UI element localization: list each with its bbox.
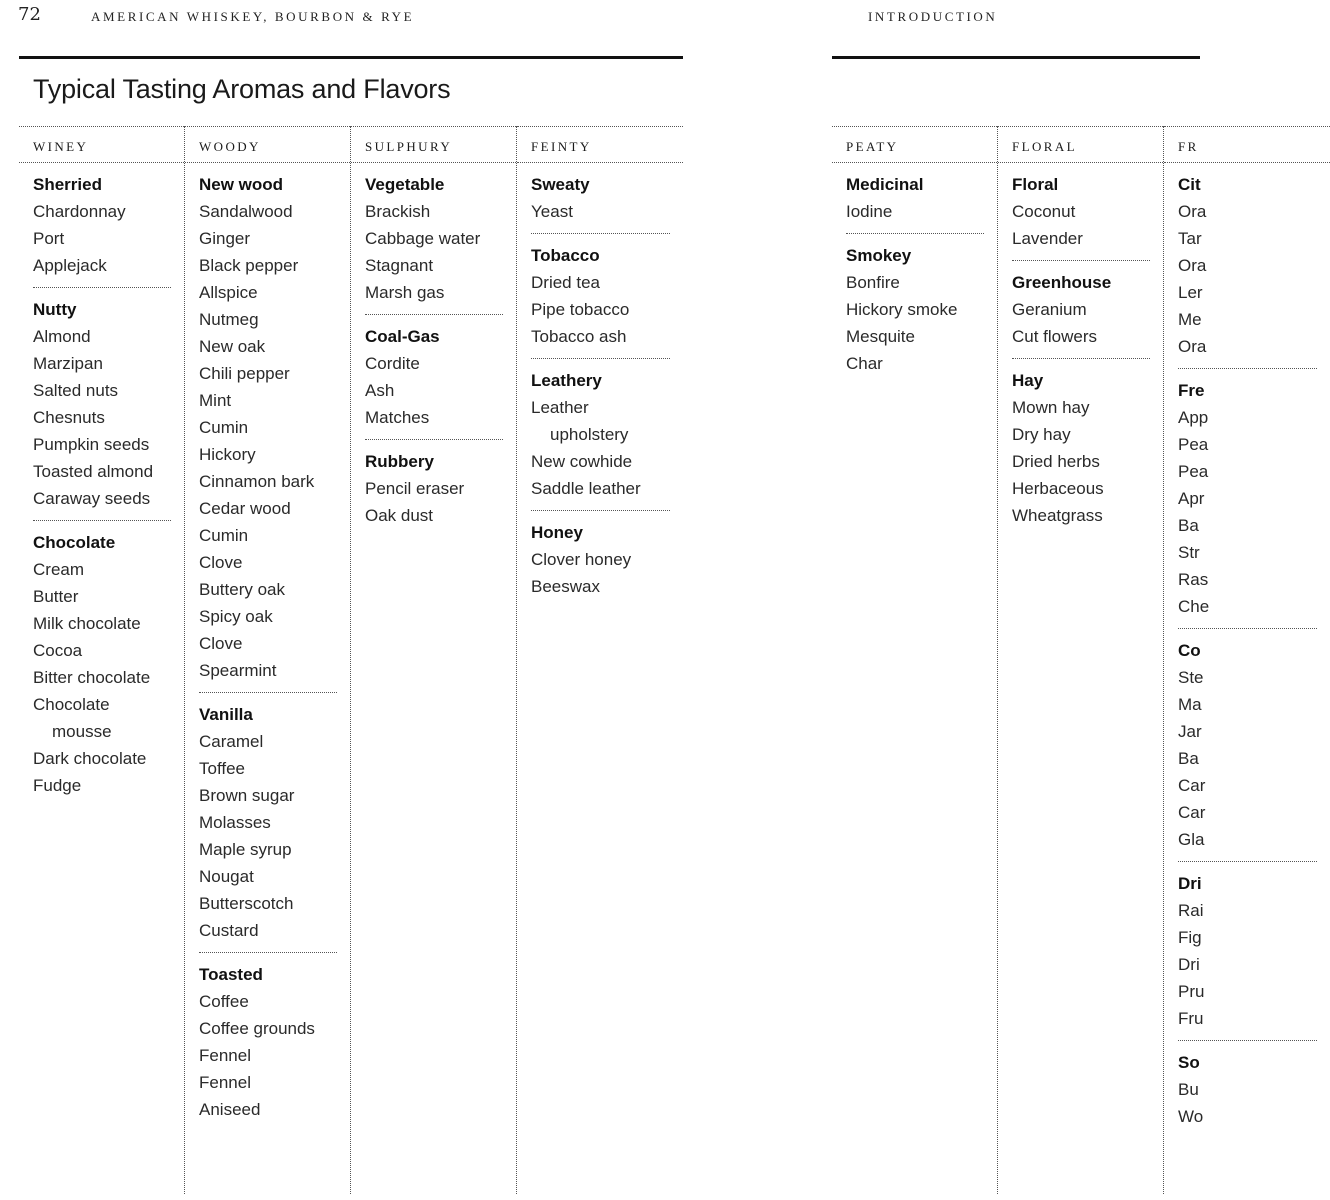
- flavor-item: Ba: [1178, 516, 1199, 535]
- flavor-item: Toasted almond: [33, 462, 154, 481]
- flavor-item: Chardonnay: [33, 202, 126, 221]
- flavor-item: Beeswax: [531, 577, 600, 596]
- flavor-item: Pea: [1178, 462, 1209, 481]
- flavor-group: [365, 323, 503, 440]
- flavor-item: Port: [33, 229, 65, 248]
- column-body: [351, 163, 516, 537]
- group-title: Nutty: [33, 300, 77, 319]
- group-title: Sherried: [33, 175, 102, 194]
- flavor-item: Char: [846, 354, 883, 373]
- flavor-column: [517, 126, 683, 1194]
- flavor-item: Brackish: [365, 202, 431, 221]
- flavor-item: Dried tea: [531, 273, 600, 292]
- flavor-item: Chili pepper: [199, 364, 290, 383]
- header-rule: [19, 56, 683, 59]
- flavor-item: Almond: [33, 327, 91, 346]
- flavor-item: Aniseed: [199, 1100, 261, 1119]
- flavor-item: Yeast: [531, 202, 573, 221]
- flavor-item: Dried herbs: [1012, 452, 1100, 471]
- flavor-item: Lavender: [1012, 229, 1083, 248]
- flavor-column: [832, 126, 998, 1194]
- running-head: INTRODUCTION: [868, 9, 998, 24]
- flavor-table-left: [19, 126, 683, 1194]
- flavor-item: Ma: [1178, 695, 1202, 714]
- flavor-column: [19, 126, 185, 1194]
- flavor-group: [531, 171, 670, 234]
- flavor-item: Ash: [365, 381, 395, 400]
- flavor-item: Molasses: [199, 813, 271, 832]
- flavor-item: Pumpkin seeds: [33, 435, 150, 454]
- flavor-item: Wheatgrass: [1012, 506, 1103, 525]
- running-head: AMERICAN WHISKEY, BOURBON & RYE: [91, 9, 415, 24]
- flavor-item: Butter: [33, 587, 79, 606]
- column-body: [998, 163, 1163, 537]
- group-title: Vegetable: [365, 175, 445, 194]
- group-title: Floral: [1012, 175, 1059, 194]
- flavor-item: Dark chocolate: [33, 749, 147, 768]
- flavor-item: Ora: [1178, 337, 1207, 356]
- column-header: PEATY: [832, 126, 997, 163]
- flavor-group: [1012, 171, 1150, 261]
- section-title: Typical Tasting Aromas and Flavors: [33, 74, 451, 104]
- flavor-group: [1178, 377, 1317, 629]
- flavor-item: Matches: [365, 408, 430, 427]
- flavor-item: Pipe tobacco: [531, 300, 630, 319]
- flavor-item: Applejack: [33, 256, 107, 275]
- flavor-item: Cabbage water: [365, 229, 481, 248]
- flavor-group: [1012, 367, 1150, 537]
- page-number: 72: [18, 4, 41, 25]
- group-title: Chocolate: [33, 533, 116, 552]
- flavor-item: Pru: [1178, 982, 1205, 1001]
- flavor-group: [199, 701, 337, 953]
- flavor-group: [199, 961, 337, 1131]
- group-title: Hay: [1012, 371, 1044, 390]
- flavor-column: [351, 126, 517, 1194]
- flavor-item: Black pepper: [199, 256, 299, 275]
- flavor-item: Cut flowers: [1012, 327, 1098, 346]
- flavor-item: Cocoa: [33, 641, 83, 660]
- flavor-item: Dry hay: [1012, 425, 1071, 444]
- flavor-item: Bu: [1178, 1080, 1199, 1099]
- flavor-item: Pea: [1178, 435, 1209, 454]
- group-title: Vanilla: [199, 705, 253, 724]
- flavor-item: Fudge: [33, 776, 82, 795]
- flavor-item: Ora: [1178, 256, 1207, 275]
- group-title: Fre: [1178, 381, 1205, 400]
- flavor-item: Ste: [1178, 668, 1204, 687]
- flavor-item: Oak dust: [365, 506, 434, 525]
- flavor-item: Bitter chocolate: [33, 668, 151, 687]
- flavor-item: Ba: [1178, 749, 1199, 768]
- flavor-item: Pencil eraser: [365, 479, 465, 498]
- column-header: FLORAL: [998, 126, 1163, 163]
- flavor-item: Tobacco ash: [531, 327, 627, 346]
- flavor-item: Wo: [1178, 1107, 1204, 1126]
- flavor-item: Ginger: [199, 229, 251, 248]
- flavor-group: [1178, 870, 1317, 1041]
- flavor-item: Maple syrup: [199, 840, 292, 859]
- flavor-item: Dri: [1178, 955, 1200, 974]
- flavor-item: Ras: [1178, 570, 1209, 589]
- flavor-column: [1164, 126, 1330, 1194]
- flavor-item: Fig: [1178, 928, 1202, 947]
- flavor-group: [33, 529, 171, 807]
- group-title: Rubbery: [365, 452, 434, 471]
- flavor-item: Gla: [1178, 830, 1205, 849]
- flavor-group: [365, 171, 503, 315]
- flavor-item: Milk chocolate: [33, 614, 141, 633]
- flavor-item: Cinnamon bark: [199, 472, 315, 491]
- flavor-item: Mint: [199, 391, 232, 410]
- flavor-item: Coconut: [1012, 202, 1076, 221]
- group-title: Honey: [531, 523, 583, 542]
- group-title: New wood: [199, 175, 284, 194]
- flavor-item: Cumin: [199, 526, 249, 545]
- group-title: Sweaty: [531, 175, 590, 194]
- flavor-item: Herbaceous: [1012, 479, 1104, 498]
- column-header: WINEY: [19, 126, 184, 163]
- flavor-item: Sandalwood: [199, 202, 293, 221]
- flavor-item: Cordite: [365, 354, 420, 373]
- header-rule: [832, 56, 1200, 59]
- flavor-item: Iodine: [846, 202, 893, 221]
- column-body: [1164, 163, 1330, 1138]
- column-body: [185, 163, 350, 1131]
- column-header: SULPHURY: [351, 126, 516, 163]
- flavor-item: New oak: [199, 337, 266, 356]
- flavor-item: Clove: [199, 553, 243, 572]
- group-title: So: [1178, 1053, 1200, 1072]
- flavor-item: Ora: [1178, 202, 1207, 221]
- column-body: [19, 163, 184, 807]
- flavor-group: [1178, 171, 1317, 369]
- flavor-item: Mown hay: [1012, 398, 1090, 417]
- flavor-item: Car: [1178, 803, 1206, 822]
- group-title: Medicinal: [846, 175, 924, 194]
- flavor-item: Me: [1178, 310, 1202, 329]
- flavor-item: Bonfire: [846, 273, 900, 292]
- flavor-item: Chesnuts: [33, 408, 105, 427]
- group-title: Coal-Gas: [365, 327, 440, 346]
- flavor-group: [199, 171, 337, 693]
- flavor-item: Geranium: [1012, 300, 1087, 319]
- flavor-item: Brown sugar: [199, 786, 295, 805]
- group-title: Leathery: [531, 371, 602, 390]
- flavor-item: Stagnant: [365, 256, 434, 275]
- flavor-item: Car: [1178, 776, 1206, 795]
- group-title: Greenhouse: [1012, 273, 1112, 292]
- flavor-item: Saddle leather: [531, 479, 641, 498]
- flavor-item: Mesquite: [846, 327, 915, 346]
- flavor-item: Cedar wood: [199, 499, 291, 518]
- flavor-item: mousse: [52, 722, 112, 741]
- column-body: [832, 163, 997, 385]
- column-header: WOODY: [185, 126, 350, 163]
- flavor-item: Salted nuts: [33, 381, 119, 400]
- flavor-item: Chocolate: [33, 695, 110, 714]
- flavor-group: [33, 296, 171, 521]
- flavor-column: [998, 126, 1164, 1194]
- flavor-item: Spicy oak: [199, 607, 273, 626]
- flavor-item: Cumin: [199, 418, 249, 437]
- flavor-item: Che: [1178, 597, 1210, 616]
- column-header: FEINTY: [517, 126, 683, 163]
- flavor-item: Toffee: [199, 759, 246, 778]
- flavor-group: [846, 171, 984, 234]
- flavor-group: [365, 448, 503, 537]
- flavor-group: [1178, 1049, 1317, 1138]
- flavor-item: Allspice: [199, 283, 258, 302]
- group-title: Cit: [1178, 175, 1201, 194]
- flavor-item: Marzipan: [33, 354, 103, 373]
- flavor-item: Hickory smoke: [846, 300, 958, 319]
- flavor-item: Tar: [1178, 229, 1202, 248]
- group-title: Dri: [1178, 874, 1202, 893]
- group-title: Smokey: [846, 246, 912, 265]
- flavor-group: [1012, 269, 1150, 359]
- flavor-item: Custard: [199, 921, 259, 940]
- flavor-item: Caramel: [199, 732, 264, 751]
- flavor-item: Nutmeg: [199, 310, 259, 329]
- flavor-item: Clover honey: [531, 550, 632, 569]
- flavor-group: [1178, 637, 1317, 862]
- flavor-item: New cowhide: [531, 452, 633, 471]
- flavor-table-right: [832, 126, 1232, 1194]
- flavor-item: Rai: [1178, 901, 1204, 920]
- flavor-item: Fru: [1178, 1009, 1204, 1028]
- flavor-item: Ler: [1178, 283, 1203, 302]
- flavor-item: Caraway seeds: [33, 489, 151, 508]
- flavor-group: [846, 242, 984, 385]
- flavor-item: Jar: [1178, 722, 1202, 741]
- flavor-item: Coffee grounds: [199, 1019, 315, 1038]
- flavor-item: Nougat: [199, 867, 254, 886]
- flavor-item: Butterscotch: [199, 894, 294, 913]
- flavor-item: Fennel: [199, 1073, 251, 1092]
- flavor-item: Apr: [1178, 489, 1205, 508]
- flavor-item: upholstery: [550, 425, 629, 444]
- group-title: Toasted: [199, 965, 263, 984]
- right-page: [832, 0, 1210, 1200]
- flavor-item: Str: [1178, 543, 1200, 562]
- flavor-item: Clove: [199, 634, 243, 653]
- flavor-group: [531, 367, 670, 511]
- flavor-group: [33, 171, 171, 288]
- flavor-item: Buttery oak: [199, 580, 285, 599]
- flavor-item: App: [1178, 408, 1209, 427]
- flavor-group: [531, 242, 670, 359]
- flavor-item: Spearmint: [199, 661, 277, 680]
- flavor-item: Fennel: [199, 1046, 251, 1065]
- flavor-column: [185, 126, 351, 1194]
- flavor-item: Leather: [531, 398, 589, 417]
- column-header: FR: [1164, 126, 1330, 163]
- flavor-item: Marsh gas: [365, 283, 445, 302]
- flavor-item: Coffee: [199, 992, 249, 1011]
- flavor-item: Hickory: [199, 445, 256, 464]
- flavor-group: [531, 519, 670, 608]
- group-title: Tobacco: [531, 246, 600, 265]
- flavor-item: Cream: [33, 560, 85, 579]
- column-body: [517, 163, 683, 608]
- group-title: Co: [1178, 641, 1201, 660]
